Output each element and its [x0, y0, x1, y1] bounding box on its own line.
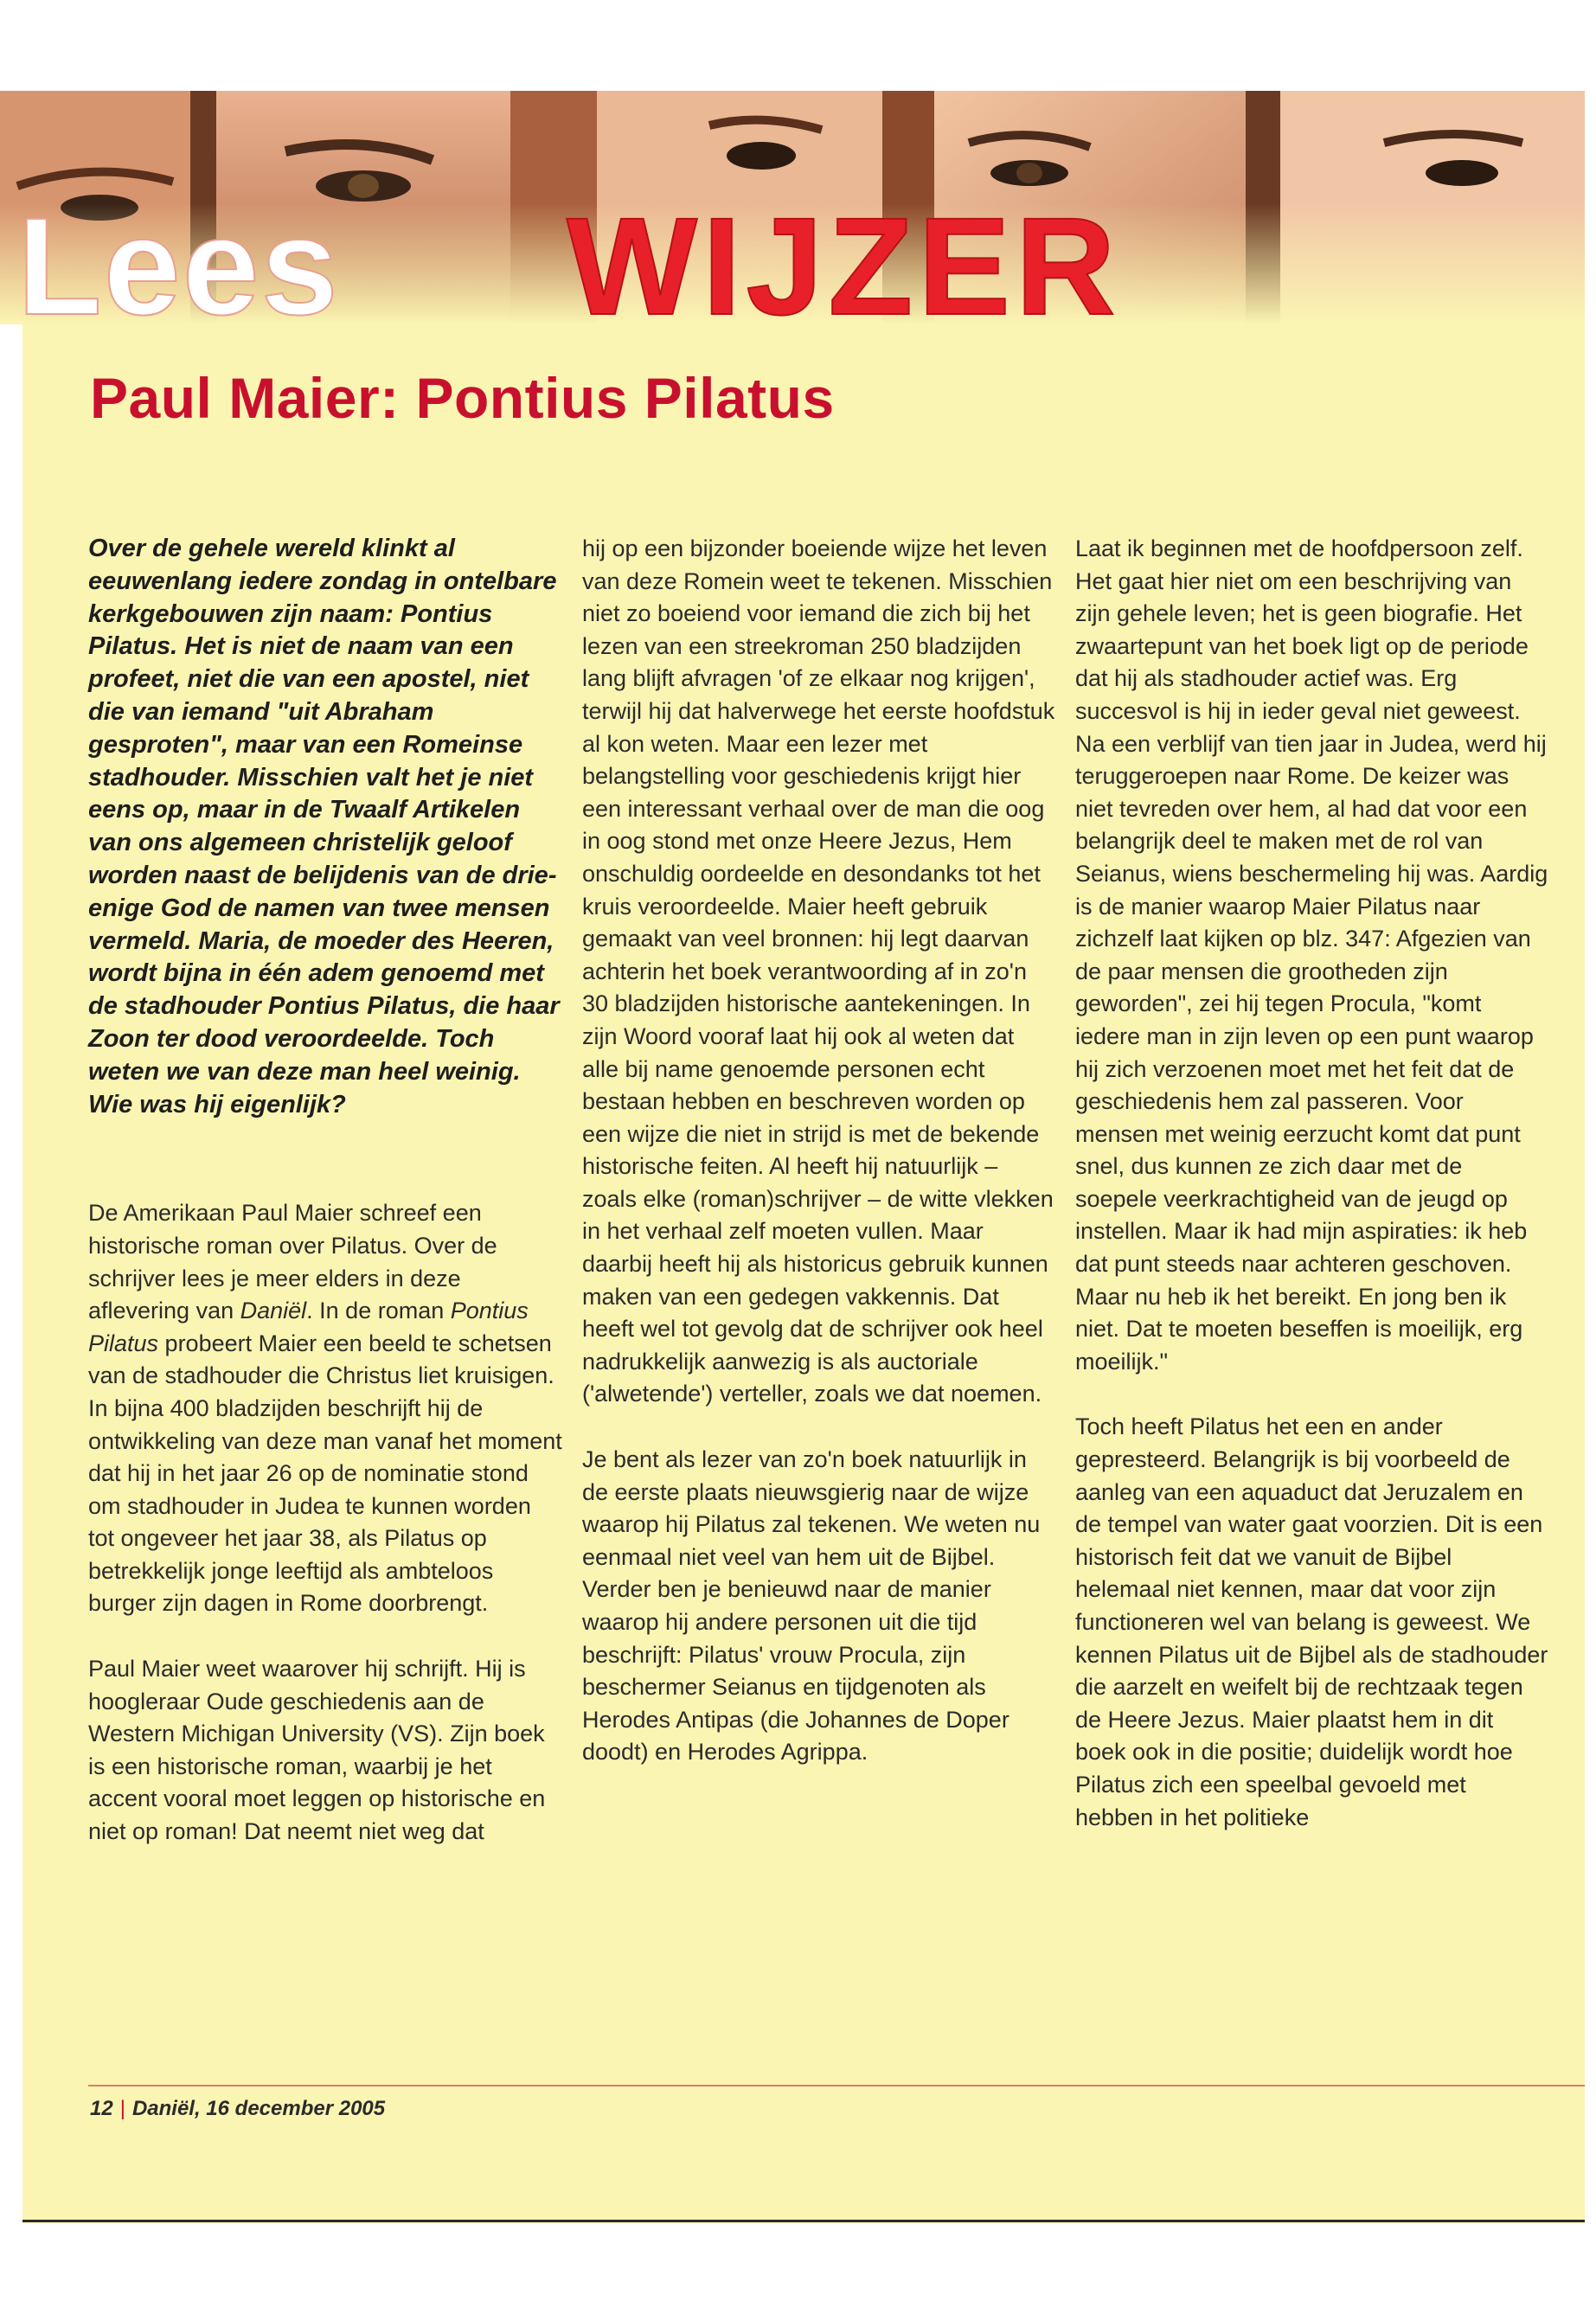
body-paragraph	[88, 1197, 562, 1620]
banner-word-lees: Lees	[17, 189, 340, 324]
page-footer	[90, 2097, 385, 2121]
book-title: Pontius Pilatus	[88, 1298, 529, 1356]
magazine-name: Daniël	[240, 1298, 307, 1324]
issue-info: Daniël, 16 december 2005	[131, 2097, 386, 2120]
bottom-margin	[0, 2223, 1596, 2301]
body-paragraph: Je bent als lezer van zo'n boek natuurlijk in de eerste plaats nieuwsgierig naar de wijze waarop hij Pilatus zal tekenen. We weten nu eenmaal niet veel van hem uit de Bijbel. Verder ben je benieuwd naar de manier waarop hij andere personen uit die tijd beschrijft: Pilatus' vrouw Procula, zijn beschermer Seianus en tijdgenoten als Herodes Antipas (die Johannes de Doper doodt) en Herodes Agrippa.	[582, 1446, 1041, 1766]
article-title: Paul Maier: Pontius Pilatus	[90, 366, 835, 430]
body-paragraph: Laat ik beginnen met de hoofdpersoon zelf. Het gaat hier niet om een beschrijving van zijn gehele leven; het is geen biografie. Het zwaartepunt van het boek ligt op de periode dat hij als stadhouder actief was. Erg succesvol is hij in ieder geval niet geweest. Na een verblijf van tien jaar in Judea, werd hij teruggeroepen naar Rome. De keizer was niet tevreden over hem, al had dat voor een belangrijk deel te maken met de rol van Seianus, wiens beschermeling hij was. Aardig is de manier waarop Maier Pilatus naar zichzelf laat kijken op blz. 347: Afgezien van de paar mensen die grootheden zijn geworden", zei hij tegen Procula, "komt iedere man in zijn leven op een punt waarop hij zich verzoenen moet met het feit dat de geschiedenis hem zal passeren. Voor mensen met weinig eerzucht komt dat punt snel, dus kunnen ze zich daar met de soepele veerkrachtigheid van de jeugd op instellen. Maar ik had mijn aspiraties: ik heb dat punt steeds naar achteren geschoven. Maar nu heb ik het bereikt. En jong ben ik niet. Dat te moeten beseffen is moeilijk, erg moeilijk."	[1075, 535, 1548, 1375]
page-number: 12	[90, 2097, 113, 2120]
footer-separator: |	[119, 2097, 125, 2120]
text-column-2	[582, 533, 1056, 1802]
text-span: . In de roman	[306, 1298, 451, 1324]
footer-divider	[88, 2085, 1585, 2086]
text-span: De Amerikaan Paul Maier schreef een historische roman over Pilatus. Over de schrijver lees je meer elders in deze aflevering van	[88, 1200, 497, 1324]
text-span: probeert Maier een beeld te schetsen van de stadhouder die Christus liet kruisigen. In bijna 400 bladzijden beschrijft hij de ontwikkeling van deze man vanaf het moment dat hij in het jaar 26 op de nominatie stond om stadhouder in Judea te kunnen worden tot ongeveer het jaar 38, als Pilatus op betrekkelijk jonge leeftijd als ambteloos burger zijn dagen in Rome doorbrengt.	[88, 1330, 562, 1617]
left-margin	[0, 95, 22, 2223]
text-column-3	[1075, 533, 1549, 1867]
text-column-1	[88, 533, 562, 1881]
body-paragraph: Paul Maier weet waarover hij schrijft. Hij is hoogleraar Oude geschiedenis aan de Western Michigan University (VS). Zijn boek is een historische roman, waarbij je het accent vooral moet leggen op historische en niet op roman! Dat neemt niet weg dat	[88, 1656, 546, 1845]
banner-word-wijzer: WIJZER	[567, 189, 1121, 324]
right-margin	[1585, 95, 1596, 2223]
intro-paragraph: Over de gehele wereld klinkt al eeuwenlang iedere zondag in ontelbare kerkgebouwen zijn naam: Pontius Pilatus. Het is niet de naam van een profeet, niet die van een apostel, niet die van iemand "uit Abraham gesproten", maar van een Romeinse stadhouder. Misschien valt het je niet eens op, maar in de Twaalf Artikelen van ons algemeen christelijk geloof worden naast de belijdenis van de drie-enige God de namen van twee mensen vermeld. Maria, de moeder des Heeren, wordt bijna in één adem genoemd met de stadhouder Pontius Pilatus, die haar Zoon ter dood veroordeelde. Toch weten we van deze man heel weinig. Wie was hij eigenlijk?	[88, 535, 560, 1118]
body-paragraph: Toch heeft Pilatus het een en ander gepresteerd. Belangrijk is bij voorbeeld de aanleg van een aquaduct dat Jeruzalem en de tempel van water gaat voorzien. Dit is een historisch feit dat we vanuit de Bijbel helemaal niet kennen, maar dat voor zijn functioneren wel van belang is geweest. We kennen Pilatus uit de Bijbel als de stadhouder die aarzelt en weifelt bij de rechtzaak tegen de Heere Jezus. Maier plaatst hem in dit boek ook in die positie; duidelijk wordt hoe Pilatus zich een speelbal gevoeld met hebben in het politieke	[1075, 1413, 1548, 1830]
body-paragraph: hij op een bijzonder boeiende wijze het leven van deze Romein weet te tekenen. Misschien niet zo boeiend voor iemand die zich bij het lezen van een streekroman 250 bladzijden lang blijft afvragen 'of ze elkaar nog krijgen', terwijl hij dat halverwege het eerste hoofdstuk al kon weten. Maar een lezer met belangstelling voor geschiedenis krijgt hier een interessant verhaal over de man die oog in oog stond met onze Heere Jezus, Hem onschuldig oordeelde en desondanks tot het kruis veroordeelde. Maier heeft gebruik gemaakt van veel bronnen: hij legt daarvan achterin het boek verantwoording af in zo'n 30 bladzijden historische aantekeningen. In zijn Woord vooraf laat hij ook al weten dat alle bij name genoemde personen echt bestaan hebben en beschreven worden op een wijze die niet in strijd is met de bekende historische feiten. Al heeft hij natuurlijk – zoals elke (roman)schrijver – de witte vlekken in het verhaal zelf moeten vullen. Maar daarbij heeft hij als historicus gebruik kunnen maken van een gedegen vakkennis. Dat heeft wel tot gevolg dat de schrijver ook heel nadrukkelijk aanwezig is als auctoriale ('alwetende') verteller, zoals we dat noemen.	[582, 535, 1055, 1407]
header-banner	[0, 91, 1585, 324]
faces-photo-strip	[0, 91, 1585, 324]
top-margin	[0, 0, 1596, 95]
bottom-trim-line	[22, 2220, 1585, 2222]
